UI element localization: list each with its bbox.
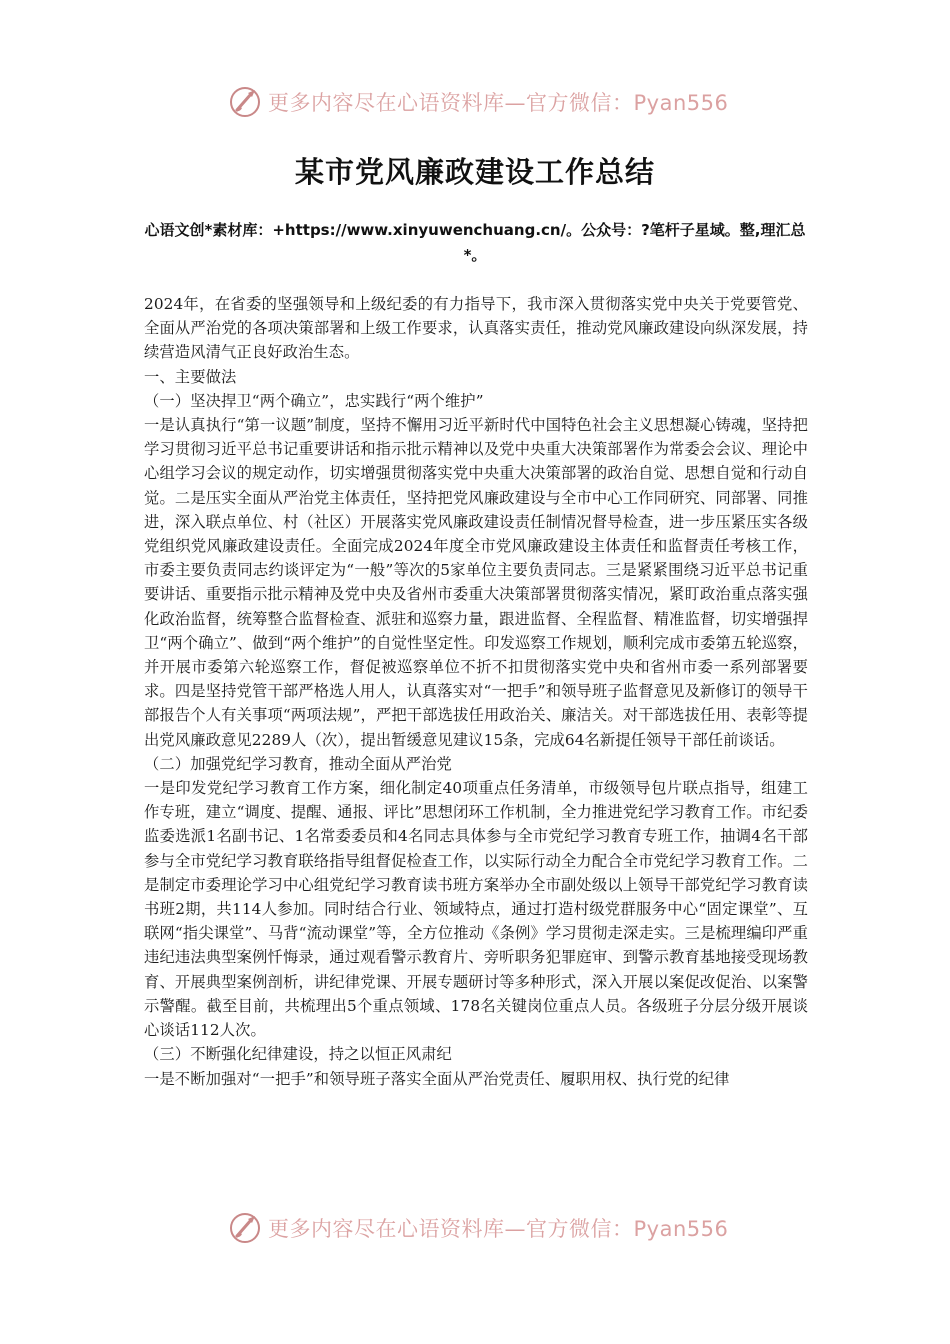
brush-logo-icon	[228, 1211, 262, 1245]
banner-text: 更多内容尽在心语资料库—官方微信：Pyan556	[268, 1217, 729, 1241]
section-heading: 一、主要做法	[144, 367, 237, 386]
header-banner	[228, 82, 728, 122]
intro-paragraph: 2024年，在省委的坚强领导和上级纪委的有力指导下，我市深入贯彻落实党中央关于党要管党、全面从严治党的各项决策部署和上级工作要求，认真落实责任，推动党风廉政建设向纵深发展，持续营造风清气正良好政治生态。	[144, 295, 808, 362]
subsection-heading: （三）不断强化纪律建设，持之以恒正风肃纪	[144, 1045, 452, 1064]
footer-banner	[228, 1208, 728, 1248]
banner-text: 更多内容尽在心语资料库—官方微信：Pyan556	[268, 91, 729, 115]
document-title: 某市党风廉政建设工作总结	[294, 155, 655, 189]
document-body	[144, 292, 808, 1091]
brush-logo-icon	[228, 85, 262, 119]
subsection-heading: （一）坚决捍卫“两个确立”，忠实践行“两个维护”	[144, 391, 484, 410]
subsection-heading: （二）加强党纪学习教育，推动全面从严治党	[144, 754, 452, 773]
body-paragraph: 一是认真执行“第一议题”制度，坚持不懈用习近平新时代中国特色社会主义思想凝心铸魂，坚持把学习贯彻习近平总书记重要讲话和指示批示精神以及党中央重大决策部署作为常委会会议、理论中心组学习会议的规定动作，切实增强贯彻落实党中央重大决策部署的政治自觉、思想自觉和行动自觉。二是压实全面从严治党主体责任，坚持把党风廉政建设与全市中心工作同研究、同部署、同推进，深入联点单位、村（社区）开展落实党风廉政建设责任制情况督导检查，进一步压紧压实各级党组织党风廉政建设责任。全面完成2024年度全市党风廉政建设主体责任和监督责任考核工作，市委主要负责同志约谈评定为“一般”等次的5家单位主要负责同志。三是紧紧围绕习近平总书记重要讲话、重要指示批示精神及党中央及省州市委重大决策部署贯彻落实情况，紧盯政治重点落实强化政治监督，统筹整合监督检查、派驻和巡察力量，跟进监督、全程监督、精准监督，切实增强捍卫“两个确立”、做到“两个维护”的自觉性坚定性。印发巡察工作规划，顺利完成市委第五轮巡察，并开展市委第六轮巡察工作，督促被巡察单位不折不扣贯彻落实党中央和省州市委一系列部署要求。四是坚持党管干部严格选人用人，认真落实对“一把手”和领导班子监督意见及新修订的领导干部报告个人有关事项“两项法规”，严把干部选拔任用政治关、廉洁关。对干部选拔任用、表彰等提出党风廉政意见2289人（次），提出暂缓意见建议15条，完成64名新提任领导干部任前谈话。	[144, 416, 808, 749]
source-note: 心语文创*素材库：+https://www.xinyuwenchuang.cn/。公众号：?笔杆子星域。整,理汇总*。	[144, 221, 806, 264]
body-paragraph: 一是不断加强对“一把手”和领导班子落实全面从严治党责任、履职用权、执行党的纪律	[144, 1069, 730, 1088]
body-paragraph: 一是印发党纪学习教育工作方案，细化制定40项重点任务清单，市级领导包片联点指导，组建工作专班，建立“调度、提醒、通报、评比”思想闭环工作机制，全力推进党纪学习教育工作。市纪委监委选派1名副书记、1名常委委员和4名同志具体参与全市党纪学习教育专班工作，抽调4名干部参与全市党纪学习教育联络指导组督促检查工作，以实际行动全力配合全市党纪学习教育工作。二是制定市委理论学习中心组党纪学习教育读书班方案举办全市副处级以上领导干部党纪学习教育读书班2期，共114人参加。同时结合行业、领域特点，通过打造村级党群服务中心“固定课堂”、互联网“指尖课堂”、马背“流动课堂”等，全方位推动《条例》学习贯彻走深走实。三是梳理编印严重违纪违法典型案例忏悔录，通过观看警示教育片、旁听职务犯罪庭审、到警示教育基地接受现场教育、开展典型案例剖析，讲纪律党课、开展专题研讨等多种形式，深入开展以案促改促治、以案警示警醒。截至目前，共梳理出5个重点领域、178名关键岗位重点人员。各级班子分层分级开展谈心谈话112人次。	[144, 779, 808, 1040]
